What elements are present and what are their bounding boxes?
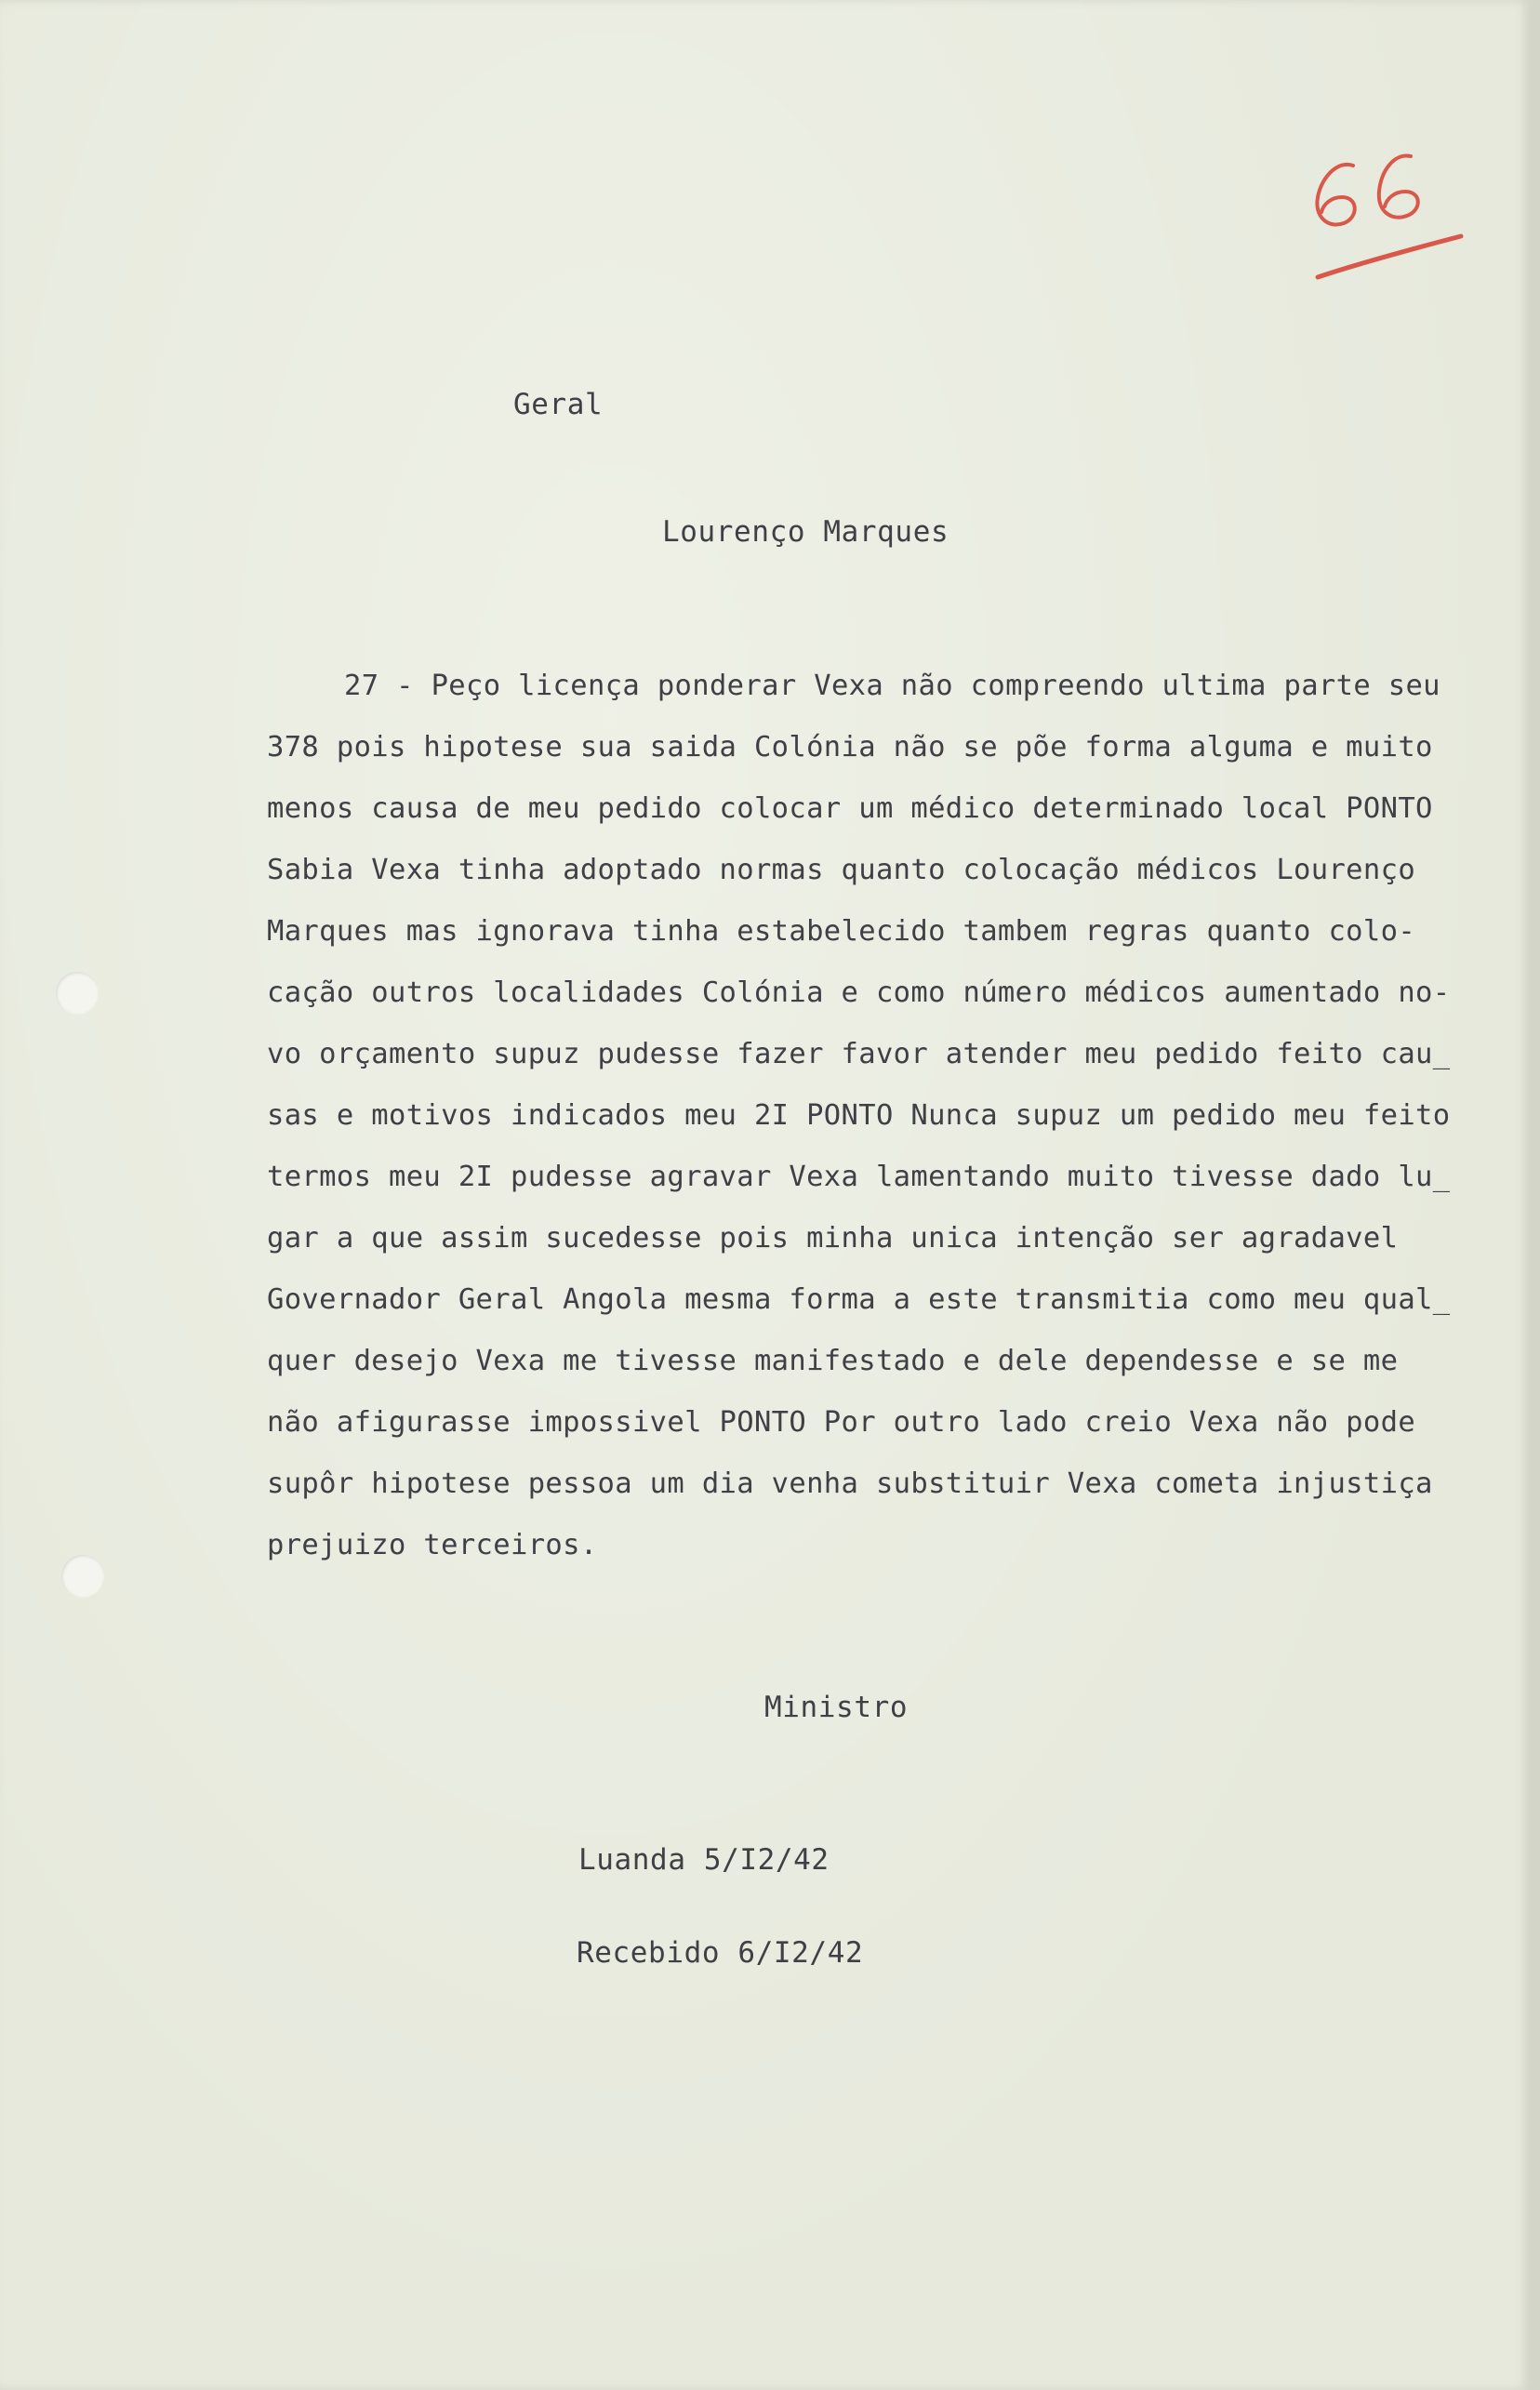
punch-hole-upper xyxy=(56,972,99,1015)
page-edge xyxy=(1530,0,1540,2390)
body-line: gar a que assim sucedesse pois minha unica intenção ser agradavel xyxy=(267,1222,1399,1255)
body-line: vo orçamento supuz pudesse fazer favor atender meu pedido feito cau_ xyxy=(267,1038,1451,1070)
heading-destination: Lourenço Marques xyxy=(662,515,949,549)
body-line: menos causa de meu pedido colocar um médico determinado local PONTO xyxy=(267,792,1433,825)
received-date: Recebido 6/I2/42 xyxy=(577,1936,864,1970)
body-line: prejuizo terceiros. xyxy=(267,1529,598,1561)
body-line: 27 - Peço licença ponderar Vexa não compreendo ultima parte seu xyxy=(344,670,1440,702)
body-line: Sabia Vexa tinha adoptado normas quanto colocação médicos Lourenço xyxy=(267,854,1416,886)
body-line: quer desejo Vexa me tivesse manifestado e dele dependesse e se me xyxy=(267,1345,1399,1377)
signature: Ministro xyxy=(764,1691,909,1724)
place-date: Luanda 5/I2/42 xyxy=(578,1843,830,1877)
body-line: termos meu 2I pudesse agravar Vexa lamentando muito tivesse dado lu_ xyxy=(267,1161,1451,1193)
body-line: cação outros localidades Colónia e como número médicos aumentado no- xyxy=(267,976,1451,1009)
folio-handwriting xyxy=(1297,139,1493,298)
body-line: 378 pois hipotese sua saida Colónia não se põe forma alguma e muito xyxy=(267,731,1433,763)
body-line: Marques mas ignorava tinha estabelecido tambem regras quanto colo- xyxy=(267,915,1416,948)
punch-hole-lower xyxy=(61,1555,104,1598)
body-line: Governador Geral Angola mesma forma a este transmitia como meu qual_ xyxy=(267,1283,1451,1316)
body-line: supôr hipotese pessoa um dia venha substituir Vexa cometa injustiça xyxy=(267,1467,1433,1500)
body-line: sas e motivos indicados meu 2I PONTO Nunca supuz um pedido meu feito xyxy=(267,1099,1451,1132)
body-line: não afigurasse impossivel PONTO Por outro lado creio Vexa não pode xyxy=(267,1406,1416,1439)
folio-number-mark xyxy=(1297,139,1493,298)
heading-category: Geral xyxy=(513,388,604,421)
